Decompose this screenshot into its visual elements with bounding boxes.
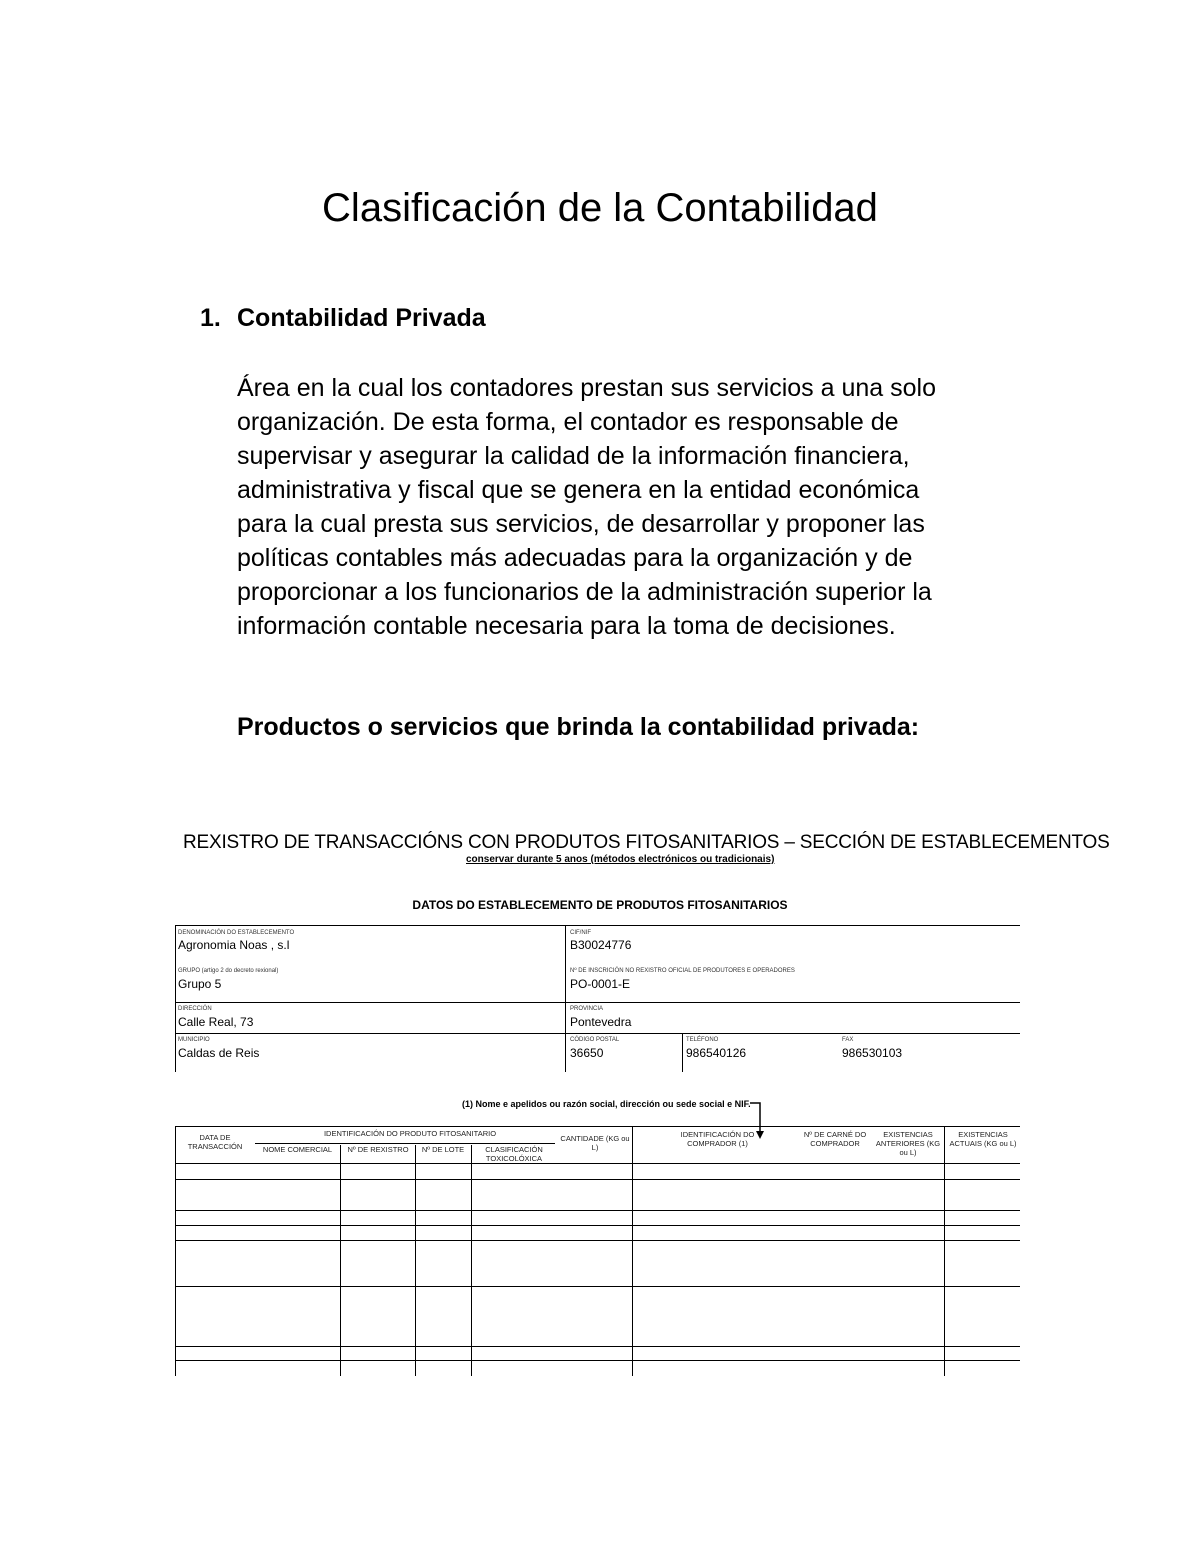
table-line xyxy=(944,1126,945,1376)
body-line: supervisar y asegurar la calidad de la información financiera, xyxy=(237,442,910,470)
body-line: organización. De esta forma, el contador es responsable de xyxy=(237,408,899,436)
table-line xyxy=(175,1286,1020,1287)
body-line: información contable necesaria para la toma de decisiones. xyxy=(237,612,896,640)
field-value: 36650 xyxy=(570,1046,604,1060)
header-data: DATA DE TRANSACCIÓN xyxy=(187,1133,243,1151)
form-title: REXISTRO DE TRANSACCIÓNS CON PRODUTOS FITOSANITARIOS – SECCIÓN DE ESTABLECEMENTOS xyxy=(183,832,1110,853)
header-lote: Nº DE LOTE xyxy=(421,1145,465,1154)
field-value: Caldas de Reis xyxy=(178,1046,260,1060)
section-body xyxy=(237,371,1037,643)
header-group: IDENTIFICACIÓN DO PRODUTO FITOSANITARIO xyxy=(323,1129,497,1138)
table-line xyxy=(175,1346,1020,1347)
header-clasif: CLASIFICACIÓN TOXICOLÓXICA xyxy=(485,1145,543,1163)
table-line xyxy=(175,1360,1020,1361)
header-cantidade: CANTIDADE (KG ou L) xyxy=(560,1134,630,1152)
table-line xyxy=(471,1145,472,1376)
field-label: CÓDIGO POSTAL xyxy=(570,1037,620,1043)
field-value: 986540126 xyxy=(686,1046,747,1060)
header-exist-ant: EXISTENCIAS ANTERIORES (KG ou L) xyxy=(875,1130,941,1157)
field-value: B30024776 xyxy=(570,938,632,952)
header-rexistro: Nº DE REXISTRO xyxy=(347,1145,409,1154)
field-value: 986530103 xyxy=(842,1046,903,1060)
section-heading: Contabilidad Privada xyxy=(237,304,486,332)
field-label: MUNICIPIO xyxy=(178,1037,210,1043)
field-value: Calle Real, 73 xyxy=(178,1015,254,1029)
field-value: Agronomia Noas , s.l xyxy=(178,938,290,952)
field-label: Nº DE INSCRICIÓN NO REXISTRO OFICIAL DE PRODUTORES E OPERADORES xyxy=(570,968,795,974)
table-line xyxy=(340,1145,341,1376)
form-section-title: DATOS DO ESTABLECEMENTO DE PRODUTOS FITOSANITARIOS xyxy=(412,898,788,912)
table-line xyxy=(175,1126,176,1376)
header-exist-act: EXISTENCIAS ACTUAIS (KG ou L) xyxy=(949,1130,1017,1148)
table-line xyxy=(175,1163,1020,1164)
form-footnote: (1) Nome e apelidos ou razón social, dirección ou sede social e NIF. xyxy=(462,1099,751,1109)
form-line xyxy=(682,1033,683,1072)
body-line: administrativa y fiscal que se genera en la entidad económica xyxy=(237,476,920,504)
field-value: PO-0001-E xyxy=(570,977,631,991)
table-line xyxy=(175,1210,1020,1211)
header-comprador: IDENTIFICACIÓN DO COMPRADOR (1) xyxy=(680,1130,755,1148)
table-line xyxy=(175,1179,1020,1180)
form-line xyxy=(175,1002,1020,1003)
table-line xyxy=(175,1240,1020,1241)
field-value: Grupo 5 xyxy=(178,977,222,991)
table-line xyxy=(415,1145,416,1376)
form-line xyxy=(175,1033,1020,1034)
form-subtitle: conservar durante 5 anos (métodos electrónicos ou tradicionais) xyxy=(466,854,775,865)
field-label: PROVINCIA xyxy=(570,1006,604,1012)
table-line xyxy=(255,1143,555,1144)
form-line xyxy=(175,925,176,1072)
field-label: DIRECCIÓN xyxy=(178,1006,212,1012)
body-line: proporcionar a los funcionarios de la administración superior la xyxy=(237,578,932,606)
form-line xyxy=(565,925,566,1072)
table-line xyxy=(175,1225,1020,1226)
document-title: Clasificación de la Contabilidad xyxy=(322,186,878,230)
field-label: TELÉFONO xyxy=(686,1037,719,1043)
header-carne: Nº DE CARNÉ DO COMPRADOR xyxy=(803,1130,867,1148)
body-line: Área en la cual los contadores prestan sus servicios a una solo xyxy=(237,374,936,402)
products-heading: Productos o servicios que brinda la contabilidad privada: xyxy=(237,713,920,741)
table-line xyxy=(175,1126,1020,1127)
field-label: FAX xyxy=(842,1037,854,1043)
body-line: para la cual presta sus servicios, de desarrollar y proponer las xyxy=(237,510,925,538)
field-label: GRUPO (artigo 2 do decreto rexional) xyxy=(178,968,279,974)
table-line xyxy=(632,1126,633,1376)
field-label: CIF/NIF xyxy=(570,930,591,936)
field-label: DENOMINACIÓN DO ESTABLECEMENTO xyxy=(178,930,295,936)
header-nome: NOME COMERCIAL xyxy=(262,1145,333,1154)
form-line xyxy=(175,925,1020,926)
field-value: Pontevedra xyxy=(570,1015,632,1029)
section-number: 1. xyxy=(200,304,221,332)
body-line: políticas contables más adecuadas para la organización y de xyxy=(237,544,913,572)
